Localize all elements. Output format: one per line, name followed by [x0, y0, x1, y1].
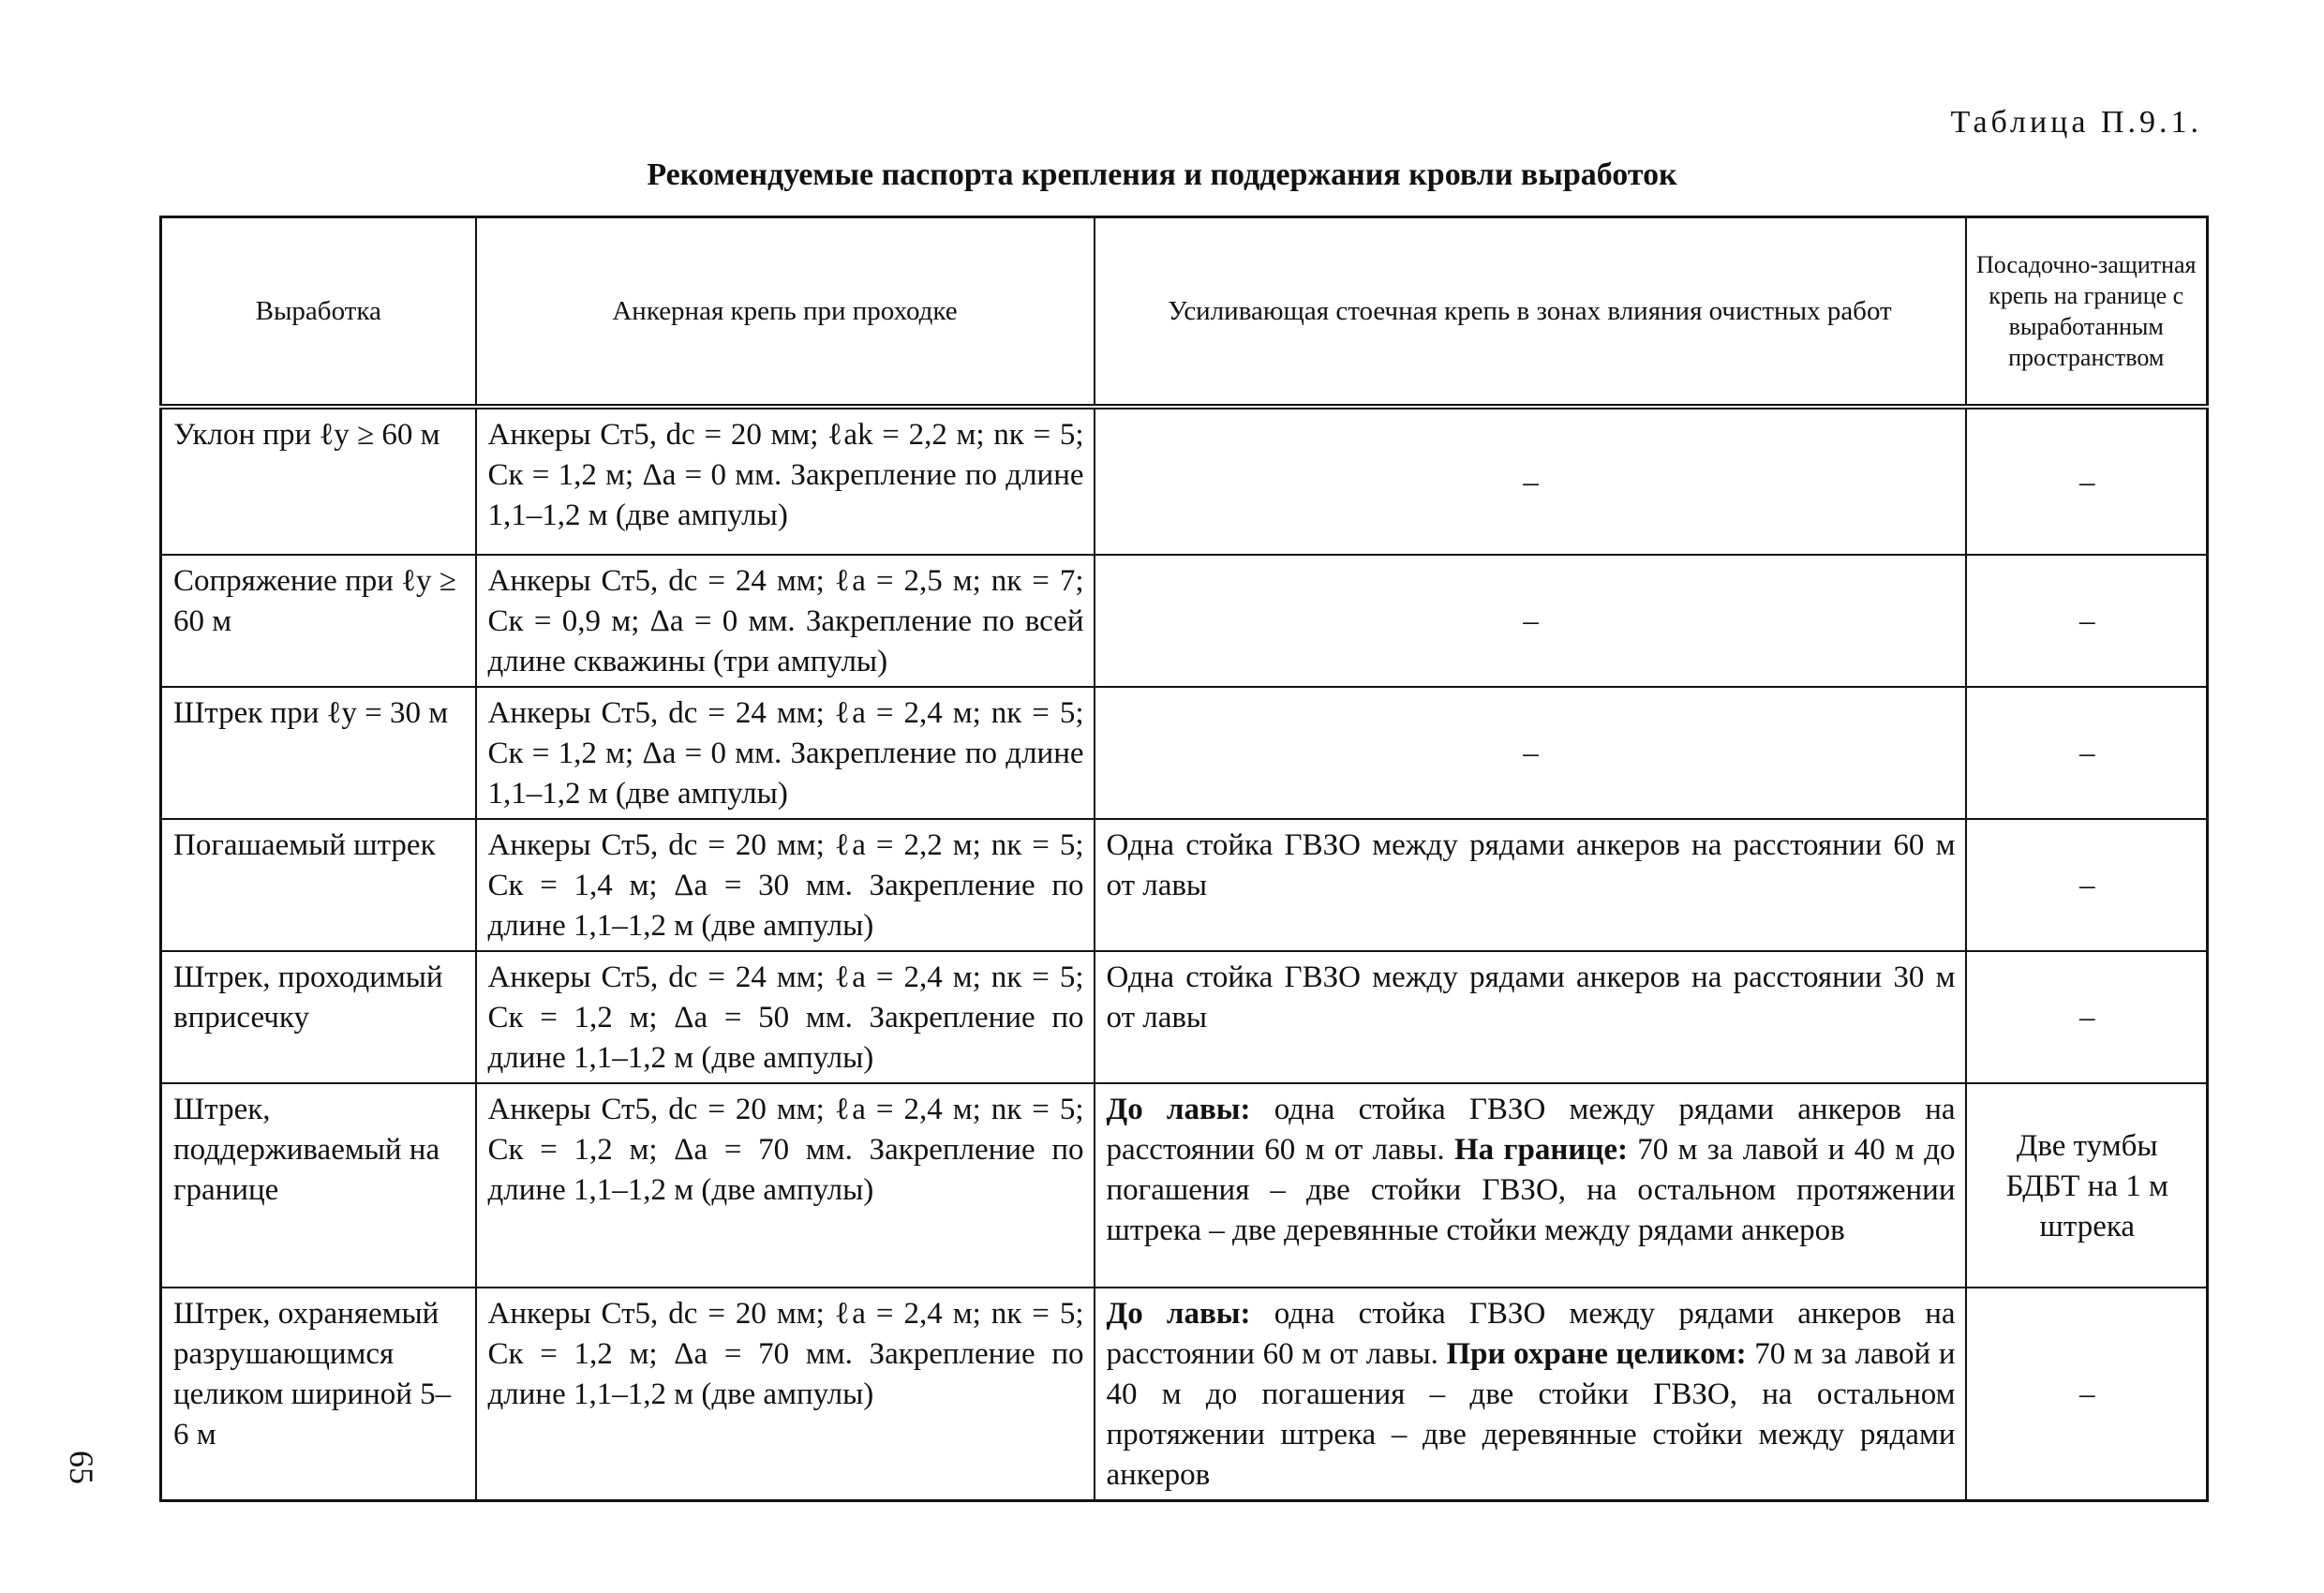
table-row [161, 555, 2208, 687]
excavation-cell: Сопряжение при ℓу ≥ 60 м [161, 555, 476, 687]
anchor-cell: Анкеры Ст5, dc = 24 мм; ℓa = 2,4 м; nк = 5; Cк = 1,2 м; Δa = 50 мм. Закрепление по длине 1,1–1,2 м (две ампулы) [476, 951, 1095, 1083]
anchor-cell: Анкеры Ст5, dc = 20 мм; ℓa = 2,4 м; nк = 5; Cк = 1,2 м; Δa = 70 мм. Закрепление по длине 1,1–1,2 м (две ампулы) [476, 1083, 1095, 1288]
support-cell: Одна стойка ГВЗО между рядами анкеров на расстоянии 30 м от лавы [1095, 951, 1966, 1083]
landing-cell: – [1966, 407, 2208, 555]
table-row [161, 687, 2208, 819]
support-cell: – [1095, 687, 1966, 819]
header-anchor-support: Анкерная крепь при проходке [476, 217, 1095, 408]
support-bold-lead: До лавы: [1106, 1297, 1251, 1331]
landing-cell: – [1966, 951, 2208, 1083]
support-cell [1095, 1288, 1966, 1501]
table-label: Таблица П.9.1. [1950, 105, 2202, 140]
support-text: одна стойка ГВЗО между рядами анкеров на расстоянии 60 м от лавы. [1106, 1297, 1956, 1371]
landing-cell: – [1966, 687, 2208, 819]
anchor-cell: Анкеры Ст5, dc = 20 мм; ℓa = 2,4 м; nк = 5; Cк = 1,2 м; Δa = 70 мм. Закрепление по длине 1,1–1,2 м (две ампулы) [476, 1288, 1095, 1501]
page-number: 65 [63, 1451, 100, 1484]
support-cell: – [1095, 407, 1966, 555]
anchor-cell: Анкеры Ст5, dc = 20 мм; ℓa = 2,2 м; nк = 5; Cк = 1,4 м; Δa = 30 мм. Закрепление по длине 1,1–1,2 м (две ампулы) [476, 819, 1095, 951]
excavation-cell: Штрек, проходимый вприсечку [161, 951, 476, 1083]
header-excavation: Выработка [161, 217, 476, 408]
support-text: одна стойка ГВЗО между рядами анкеров на расстоянии 60 м от лавы. [1106, 1093, 1956, 1167]
table-row [161, 951, 2208, 1083]
table-title: Рекомендуемые паспорта крепления и поддержания кровли выработок [647, 157, 1677, 192]
excavation-cell: Уклон при ℓу ≥ 60 м [161, 407, 476, 555]
landing-cell: – [1966, 819, 2208, 951]
support-bold-lead: На границе: [1454, 1133, 1628, 1167]
header-landing-support: Посадочно-защитная крепь на границе с выработанным пространством [1966, 217, 2208, 408]
support-text: 70 м за лавой и 40 м до погашения – две стойки ГВЗО, на остальном протяжении штрека – две деревянные стойки между рядами анкеров [1106, 1133, 1956, 1247]
table-row [161, 1288, 2208, 1501]
table-header-row [161, 217, 2208, 408]
excavation-cell: Штрек, охраняемый разрушающимся целиком шириной 5–6 м [161, 1288, 476, 1501]
support-cell: – [1095, 555, 1966, 687]
anchor-cell: Анкеры Ст5, dc = 20 мм; ℓak = 2,2 м; nк = 5; Cк = 1,2 м; Δa = 0 мм. Закрепление по длине 1,1–1,2 м (две ампулы) [476, 407, 1095, 555]
support-passport-table [159, 216, 2209, 1502]
support-cell: Одна стойка ГВЗО между рядами анкеров на расстоянии 60 м от лавы [1095, 819, 1966, 951]
table-row [161, 407, 2208, 555]
table-row [161, 819, 2208, 951]
excavation-cell: Штрек, поддерживаемый на границе [161, 1083, 476, 1288]
landing-cell: Две тумбы БДБТ на 1 м штрека [1966, 1083, 2208, 1288]
anchor-cell: Анкеры Ст5, dc = 24 мм; ℓa = 2,5 м; nк = 7; Cк = 0,9 м; Δa = 0 мм. Закрепление по всей длине скважины (три ампулы) [476, 555, 1095, 687]
table-row [161, 1083, 2208, 1288]
header-reinforcing-support: Усиливающая стоечная крепь в зонах влияния очистных работ [1095, 217, 1966, 408]
support-text: 70 м за лавой и 40 м до погашения – две стойки ГВЗО, на остальном протяжении штрека – две деревянные стойки между рядами анкеров [1106, 1337, 1956, 1492]
support-bold-lead: При охране целиком: [1446, 1337, 1747, 1371]
excavation-cell: Погашаемый штрек [161, 819, 476, 951]
landing-cell: – [1966, 555, 2208, 687]
support-bold-lead: До лавы: [1106, 1093, 1251, 1126]
anchor-cell: Анкеры Ст5, dc = 24 мм; ℓa = 2,4 м; nк = 5; Cк = 1,2 м; Δa = 0 мм. Закрепление по длине 1,1–1,2 м (две ампулы) [476, 687, 1095, 819]
support-cell [1095, 1083, 1966, 1288]
excavation-cell: Штрек при ℓу = 30 м [161, 687, 476, 819]
landing-cell: – [1966, 1288, 2208, 1501]
